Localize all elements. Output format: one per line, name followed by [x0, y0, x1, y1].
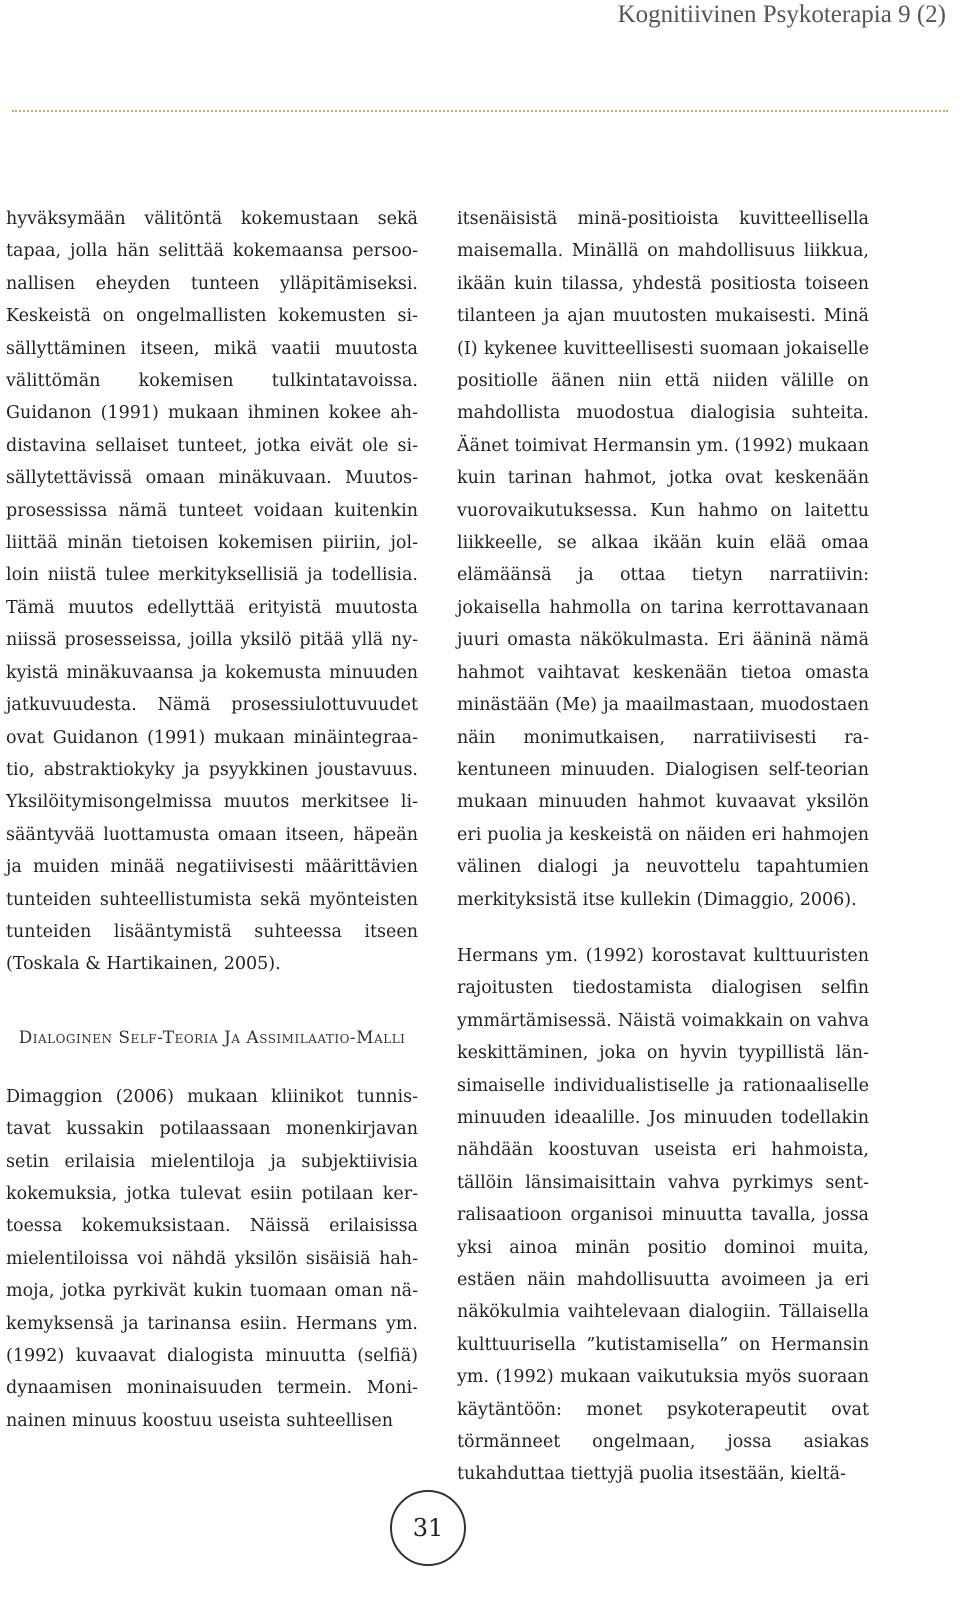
journal-title: Kognitiivinen Psykoterapia 9 (2)	[617, 1, 946, 28]
body-paragraph: Hermans ym. (1992) korostavat kulttuuristen rajoitusten tiedostamista dialogisen selfin ymmärtämisessä. Näistä voimakkain on vahva keskittäminen, joka on hyvin tyypillistä länsimaiselle individualistiselle ja rationaaliselle minuuden ideaalille. Jos minuuden todellakin nähdään koostuvan useista eri hahmoista, tällöin länsimaisittain vahva pyrkimys sentralisaatioon organisoi minuutta tavalla, jossa yksi ainoa minän positio dominoi muita, estäen näin mahdollisuutta avoimeen ja eri näkökulmia vaihtelevaan dialogiin. Tällaisella kulttuurisella ”kutistamisella” on Hermansin ym. (1992) mukaan vaikutuksia myös suoraan käytäntöön: monet psykoterapeutit ovat törmänneet ongelmaan, jossa asiakas tukahduttaa tiettyjä puolia itsestään, kieltä-	[457, 945, 869, 1485]
left-column	[6, 203, 418, 1437]
page-number: 31	[390, 1490, 466, 1566]
header-divider	[12, 110, 948, 112]
section-heading: Dialoginen Self-Teoria Ja Assimilaatio-Malli	[18, 1027, 406, 1048]
right-column	[457, 203, 869, 1491]
body-paragraph: hyväksymään välitöntä kokemustaan sekä tapaa, jolla hän selittää kokemaansa persoonallisen eheyden tunteen ylläpitämiseksi. Keskeistä on ongelmallisten kokemusten sisällyttäminen itseen, mikä vaatii muutosta välittömän kokemisen tulkintatavoissa. Guidanon (1991) mukaan ihminen kokee ahdistavina sellaiset tunteet, jotka eivät ole sisällytettävissä omaan minäkuvaan. Muutosprosessissa nämä tunteet voidaan kuitenkin liittää minän tietoisen kokemisen piiriin, jolloin niistä tulee merkityksellisiä ja todellisia. Tämä muutos edellyttää erityistä muutosta niissä prosesseissa, joilla yksilö pitää yllä nykyistä minäkuvaansa ja kokemusta minuuden jatkuvuudesta. Nämä prosessiulottuvuudet ovat Guidanon (1991) mukaan minäintegraatio, abstraktiokyky ja psyykkinen joustavuus. Yksilöitymisongelmissa muutos merkitsee lisääntyvää luottamusta omaan itseen, häpeän ja muiden minää negatiivisesti määrittävien tunteiden suhteellistumista sekä myönteisten tunteiden lisääntymistä suhteessa itseen (Toskala & Hartikainen, 2005).	[6, 209, 418, 975]
body-paragraph: Dimaggion (2006) mukaan kliinikot tunnistavat kussakin potilaassaan monenkirjavan setin erilaisia mielentiloja ja subjektiivisia kokemuksia, jotka tulevat esiin potilaan kertoessa kokemuksistaan. Näissä erilaisissa mielentiloissa voi nähdä yksilön sisäisiä hahmoja, jotka pyrkivät kukin tuomaan oman näkemyksensä ja tarinansa esiin. Hermans ym. (1992) kuvaavat dialogista minuutta (selfiä) dynaamisen moninaisuuden termein. Moninainen minuus koostuu useista suhteellisen	[6, 1086, 418, 1431]
body-paragraph: itsenäisistä minä-positioista kuvitteellisella maisemalla. Minällä on mahdollisuus liikkua, ikään kuin tilassa, yhdestä positiosta toiseen tilanteen ja ajan muutosten mukaisesti. Minä (I) kykenee kuvitteellisesti suomaan jokaiselle positiolle äänen niin että niiden välille on mahdollista muodostua dialogisia suhteita. Äänet toimivat Hermansin ym. (1992) mukaan kuin tarinan hahmot, jotka ovat keskenään vuorovaikutuksessa. Kun hahmo on laitettu liikkeelle, se alkaa ikään kuin elää omaa elämäänsä ja ottaa tietyn narratiivin: jokaisella hahmolla on tarina kerrottavanaan juuri omasta näkökulmasta. Eri ääninä nämä hahmot vaihtavat keskenään tietoa omasta minästään (Me) ja maailmastaan, muodostaen näin monimutkaisen, narratiivisesti rakentuneen minuuden. Dialogisen self-teorian mukaan minuuden hahmot kuvaavat yksilön eri puolia ja keskeistä on näiden eri hahmojen välinen dialogi ja neuvottelu tapahtumien merkityksistä itse kullekin (Dimaggio, 2006).	[457, 209, 869, 910]
